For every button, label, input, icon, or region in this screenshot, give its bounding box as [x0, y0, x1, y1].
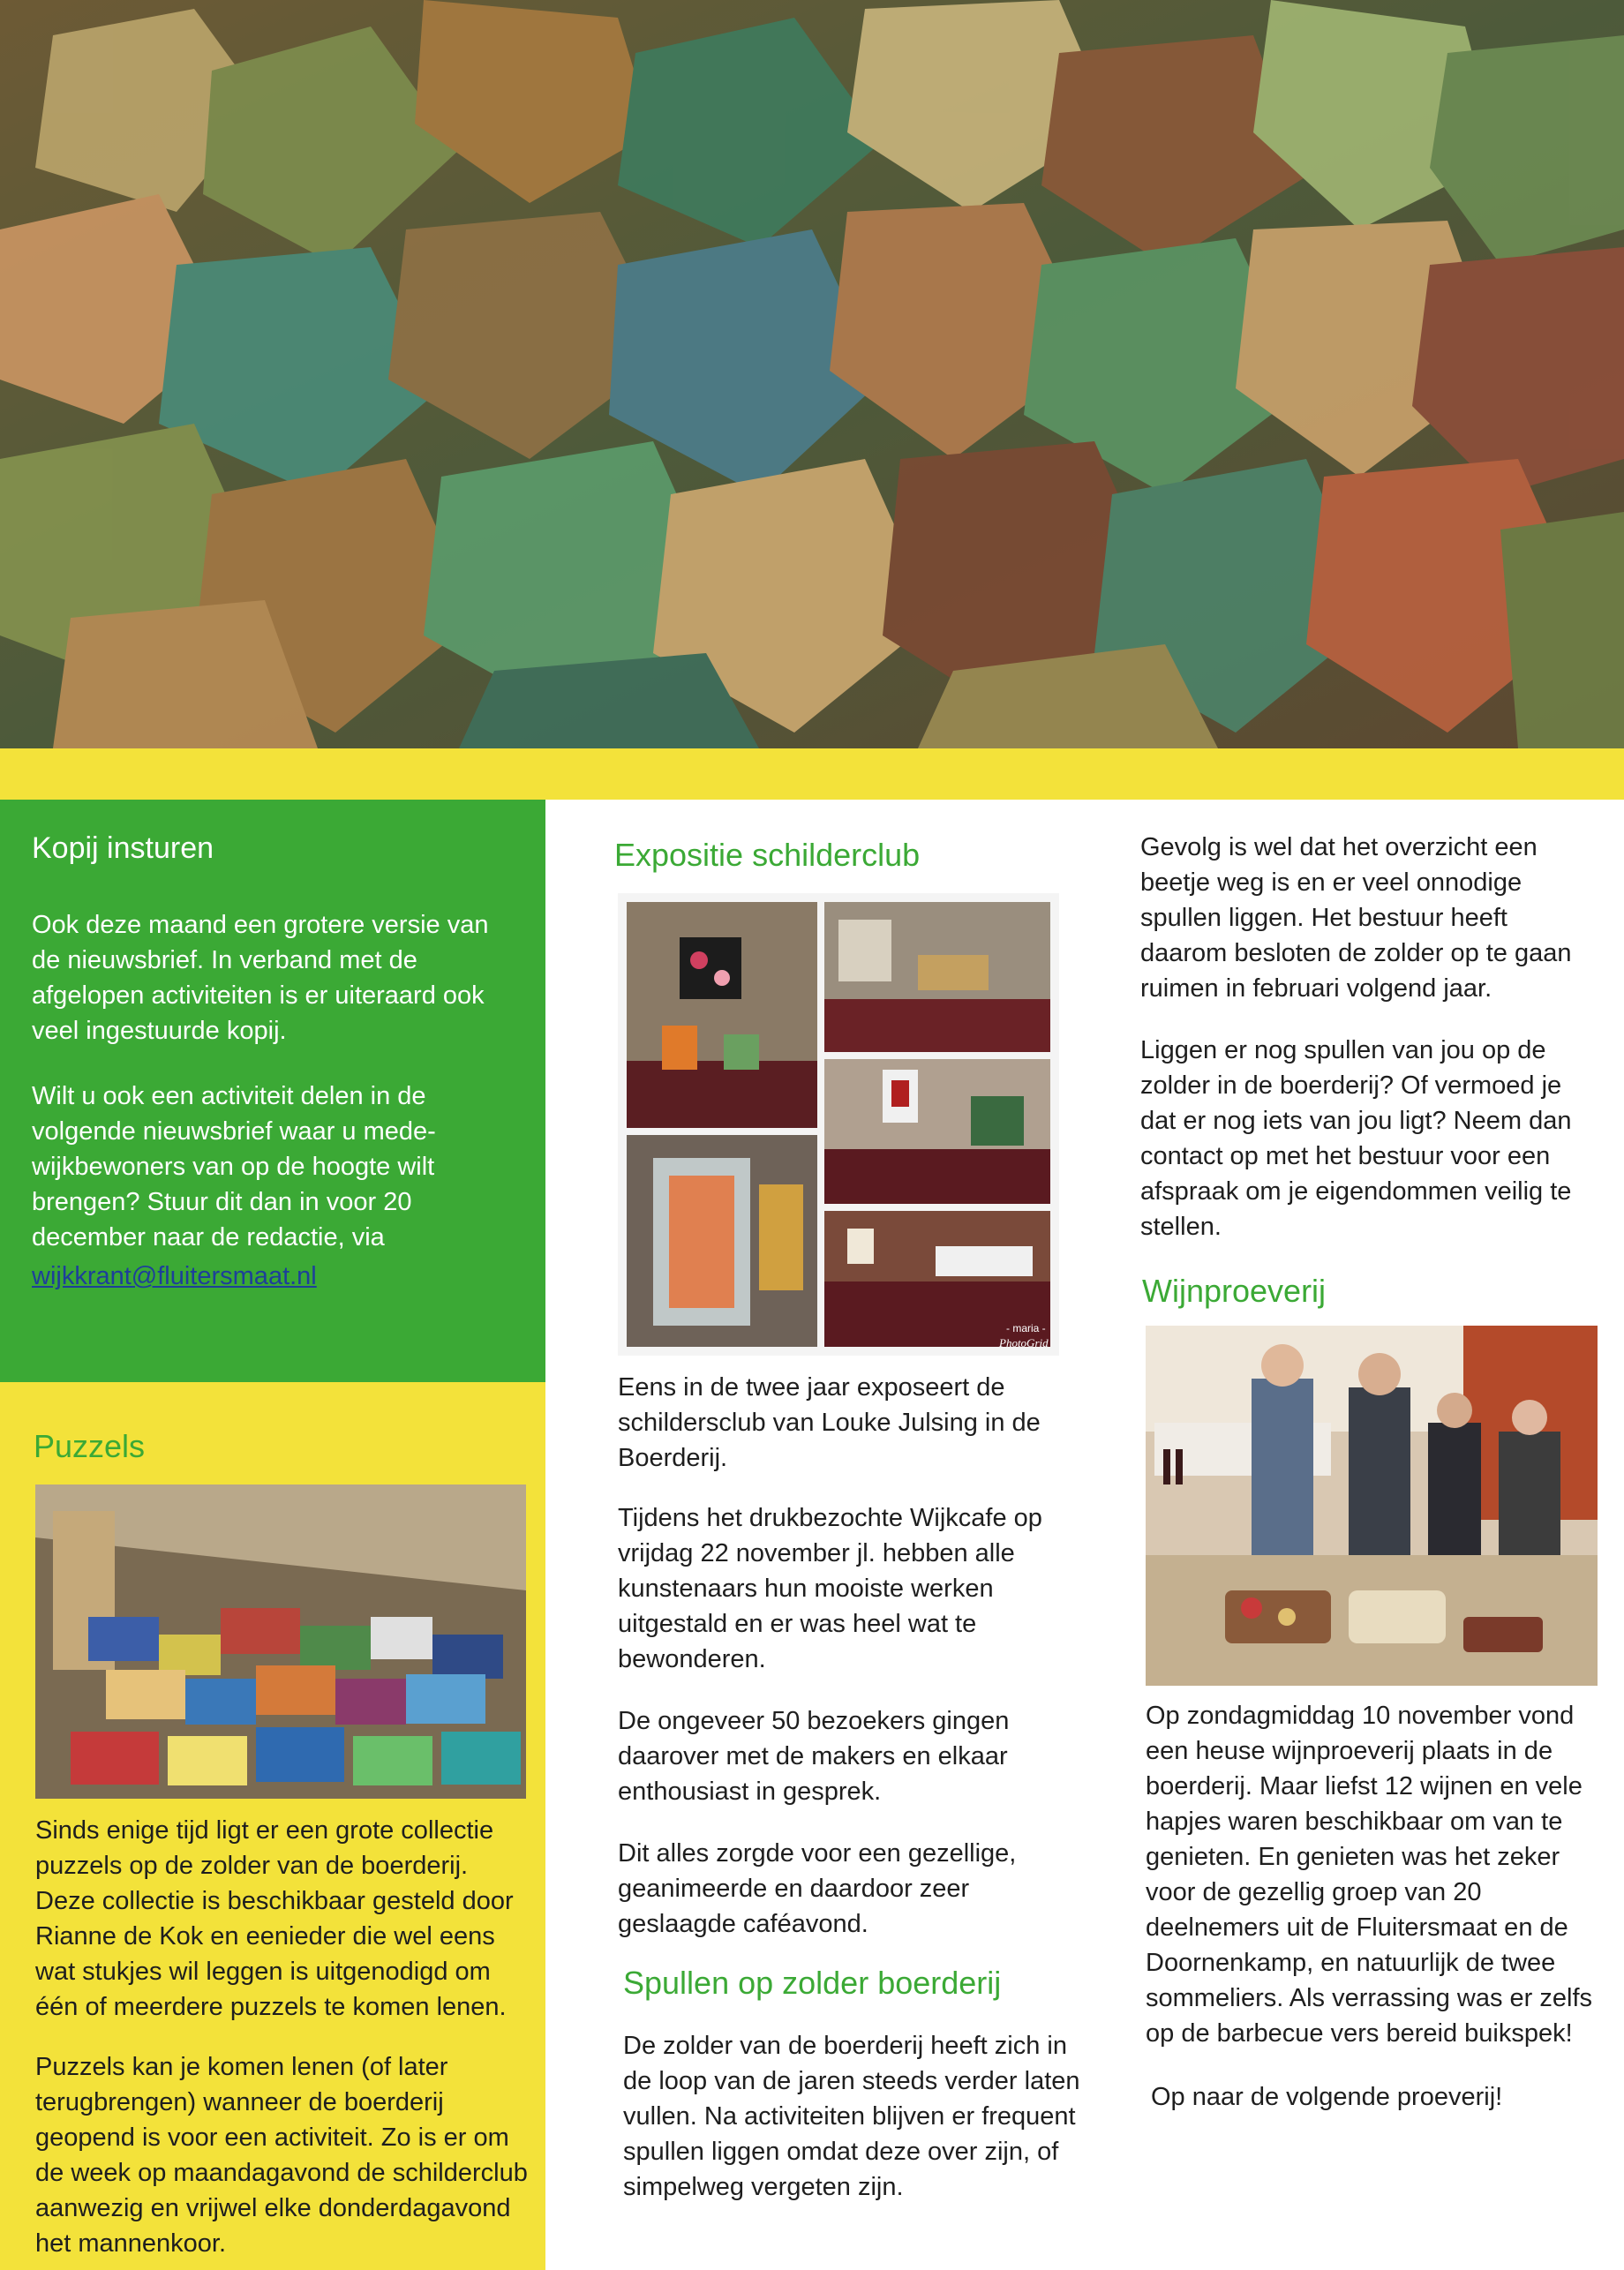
spullen-title: Spullen op zolder boerderij [623, 1965, 1002, 2001]
puzzels-paragraph-2: Puzzels kan je komen lenen (of later terugbrengen) wanneer de boerderij geopend is voor een activiteit. Zo is er om de week op maandagavond de schilderclub aanwezig en vrijwel elke donderdagavond het mannenkoor. [35, 2053, 528, 2258]
expositie-paragraph-1: Eens in de twee jaar exposeert de schildersclub van Louke Julsing in de Boerderij. [618, 1373, 1041, 1472]
hero-autumn-leaves-photo [0, 0, 1624, 748]
spullen-paragraph-1: De zolder van de boerderij heeft zich in de loop van de jaren steeds verder laten vullen. Na activiteiten blijven er frequent spullen liggen omdat deze over zijn, of simpelweg vergeten zijn. [623, 2032, 1080, 2201]
photo-credit-maria: - maria - [1006, 1322, 1046, 1334]
wijnproeverij-photo [1146, 1326, 1598, 1686]
puzzels-paragraph-1: Sinds enige tijd ligt er een grote collectie puzzels op de zolder van de boerderij. Deze collectie is beschikbaar gesteld door Rianne de Kok en eenieder die wel eens wat stukjes wil leggen is uitgenodigd om één of meerdere puzzels te komen lenen. [35, 1816, 514, 2021]
kopij-paragraph-1: Ook deze maand een grotere versie van de nieuwsbrief. In verband met de afgelopen activiteiten is er uiteraard ook veel ingestuurde kopij. [32, 911, 489, 1045]
puzzels-box [0, 1382, 545, 2270]
wijn-paragraph-2: Op naar de volgende proeverij! [1151, 2083, 1503, 2111]
kopij-paragraph-2: Wilt u ook een activiteit delen in de volgende nieuwsbrief waar u mede-wijkbewoners van op de hoogte wilt brengen? Stuur dit dan in voor 20 december naar de redactie, via [32, 1082, 436, 1252]
expositie-paragraph-4: Dit alles zorgde voor een gezellige, geanimeerde en daardoor zeer geslaagde caféavond. [618, 1839, 1017, 1938]
kopij-insturen-box [0, 800, 545, 1382]
expositie-title: Expositie schilderclub [614, 837, 921, 873]
expositie-paragraph-2: Tijdens het drukbezochte Wijkcafe op vrijdag 22 november jl. hebben alle kunstenaars hun mooiste werken uitgestald en er was heel wat te bewonderen. [618, 1504, 1042, 1673]
photo-credit-photogrid: PhotoGrid [999, 1336, 1049, 1349]
wijn-title: Wijnproeverij [1142, 1273, 1327, 1309]
puzzels-title: Puzzels [34, 1428, 146, 1464]
expositie-paragraph-3: De ongeveer 50 bezoekers gingen daarover met de makers en elkaar enthousiast in gesprek. [618, 1707, 1010, 1806]
kopij-email-link[interactable]: wijkkrant@fluitersmaat.nl [32, 1262, 317, 1290]
expositie-photo-collage [618, 893, 1059, 1356]
kopij-title: Kopij insturen [32, 831, 214, 865]
puzzels-attic-photo [35, 1485, 526, 1799]
spullen-paragraph-3: Liggen er nog spullen van jou op de zolder in de boerderij? Of vermoed je dat er nog iets van jou ligt? Neem dan contact op met het bestuur voor een afspraak om je eigendommen veilig te stellen. [1140, 1036, 1572, 1241]
wijn-paragraph-1: Op zondagmiddag 10 november vond een heuse wijnproeverij plaats in de boerderij. Maar liefst 12 wijnen en vele hapjes waren beschikbaar om van te genieten. En genieten was het zeker voor de gezellig groep van 20 deelnemers uit de Fluitersmaat en de Doornenkamp, en natuurlijk de twee sommeliers. Als verrassing was er zelfs op de barbecue vers bereid buikspek! [1146, 1702, 1593, 2048]
spullen-paragraph-2: Gevolg is wel dat het overzicht een beetje weg is en er veel onnodige spullen liggen. Het bestuur heeft daarom besloten de zolder op te gaan ruimen in februari volgend jaar. [1140, 833, 1572, 1003]
